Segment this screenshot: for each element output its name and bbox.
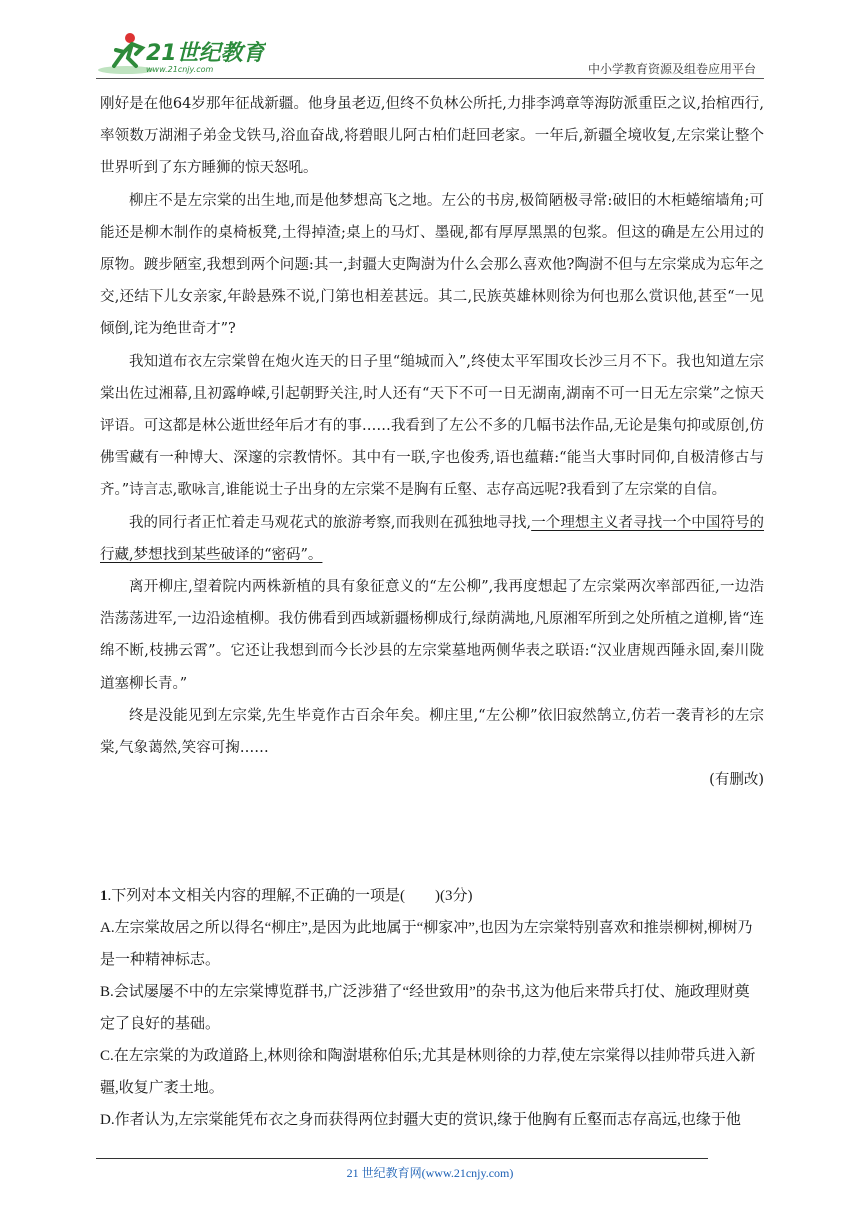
option-c: C.在左宗棠的为政道路上,林则徐和陶澍堪称伯乐;尤其是林则徐的力荐,使左宗棠得以挂帅带兵进入新疆,收复广袤土地。 bbox=[100, 1048, 756, 1096]
option-b: B.会试屡屡不中的左宗棠博览群书,广泛涉猎了“经世致用”的杂书,这为他后来带兵打仗、施政理财奠定了良好的基础。 bbox=[100, 984, 750, 1032]
paragraph-3: 我知道布衣左宗棠曾在炮火连天的日子里“缒城而入”,终使太平军围攻长沙三月不下。我也知道左宗棠出佐过湘幕,且初露峥嵘,引起朝野关注,时人还有“天下不可一日无湖南,湖南不可一日无左宗棠”之惊天评语。可这都是林公逝世经年后才有的事……我看到了左公不多的几幅书法作品,无论是集句抑或原创,仿佛雪藏有一种博大、深邃的宗教情怀。其中有一联,字也俊秀,语也蕴藉:“能当大事时同仰,自极清修古与齐。”诗言志,歌咏言,谁能说士子出身的左宗棠不是胸有丘壑、志存高远呢?我看到了左宗棠的自信。 bbox=[100, 353, 764, 499]
paragraph-6: 终是没能见到左宗棠,先生毕竟作古百余年矣。柳庄里,“左公柳”依旧寂然鹄立,仿若一袭青衫的左宗棠,气象蔼然,笑容可掬…… bbox=[100, 707, 764, 757]
underlined-sentence: 一个理想主义者寻找一个中国符号的行藏,梦想找到某些破译的“密码”。 bbox=[100, 514, 765, 563]
footer-divider bbox=[96, 1158, 708, 1159]
question-section bbox=[100, 880, 764, 1136]
article-body bbox=[100, 88, 764, 796]
question-number: 1 bbox=[100, 888, 108, 904]
edit-note: (有删改) bbox=[709, 772, 764, 789]
platform-title: 中小学教育资源及组卷应用平台 bbox=[587, 62, 756, 76]
option-a: A.左宗棠故居之所以得名“柳庄”,是因为此地属于“柳家冲”,也因为左宗棠特别喜欢和推崇柳树,柳树乃是一种精神标志。 bbox=[100, 920, 753, 968]
footer-link[interactable]: 21 世纪教育网(www.21cnjy.com) bbox=[346, 1166, 514, 1180]
question-1-stem bbox=[100, 880, 764, 912]
site-logo[interactable] bbox=[96, 30, 266, 78]
paragraph-4 bbox=[100, 507, 764, 571]
question-1-text: .下列对本文相关内容的理解,不正确的一项是( )(3分) bbox=[107, 888, 473, 904]
paragraph-5: 离开柳庄,望着院内两株新植的具有象征意义的“左公柳”,我再度想起了左宗棠两次率部西征,一边浩浩荡荡进军,一边沿途植柳。我仿佛看到西域新疆杨柳成行,绿荫满地,凡原湘军所到之处所植之道柳,皆“连绵不断,枝拂云霄”。它还让我想到而今长沙县的左宗棠墓地两侧华表之联语:“汉业唐规西陲永固,秦川陇道塞柳长青。” bbox=[100, 579, 764, 692]
header-divider bbox=[96, 78, 764, 79]
svg-text:21世纪教育: 21世纪教育 bbox=[146, 41, 265, 66]
svg-text:www.21cnjy.com: www.21cnjy.com bbox=[146, 65, 214, 74]
runner-logo-icon bbox=[96, 30, 266, 78]
paragraph-1: 刚好是在他64岁那年征战新疆。他身虽老迈,但终不负林公所托,力排李鸿章等海防派重臣之议,抬棺西行,率领数万湖湘子弟金戈铁马,浴血奋战,将碧眼儿阿古柏们赶回老家。一年后,新疆全境收复,左宗棠让整个世界听到了东方睡狮的惊天怒吼。 bbox=[100, 96, 764, 177]
paragraph-4-text: 我的同行者正忙着走马观花式的旅游考察,而我则在孤独地寻找, bbox=[129, 514, 532, 531]
page-header bbox=[96, 30, 764, 80]
paragraph-2: 柳庄不是左宗棠的出生地,而是他梦想高飞之地。左公的书房,极简陋极寻常:破旧的木柜蜷缩墙角;可能还是柳木制作的桌椅板凳,土得掉渣;桌上的马灯、墨砚,都有厚厚黑黑的包浆。但这的确是左公用过的原物。踱步陋室,我想到两个问题:其一,封疆大吏陶澍为什么会那么喜欢他?陶澍不但与左宗棠成为忘年之交,还结下儿女亲家,年龄悬殊不说,门第也相差甚远。其二,民族英雄林则徐为何也那么赏识他,甚至“一见倾倒,诧为绝世奇才”? bbox=[100, 192, 764, 338]
option-d: D.作者认为,左宗棠能凭布衣之身而获得两位封疆大吏的赏识,缘于他胸有丘壑而志存高远,也缘于他 bbox=[100, 1112, 741, 1128]
